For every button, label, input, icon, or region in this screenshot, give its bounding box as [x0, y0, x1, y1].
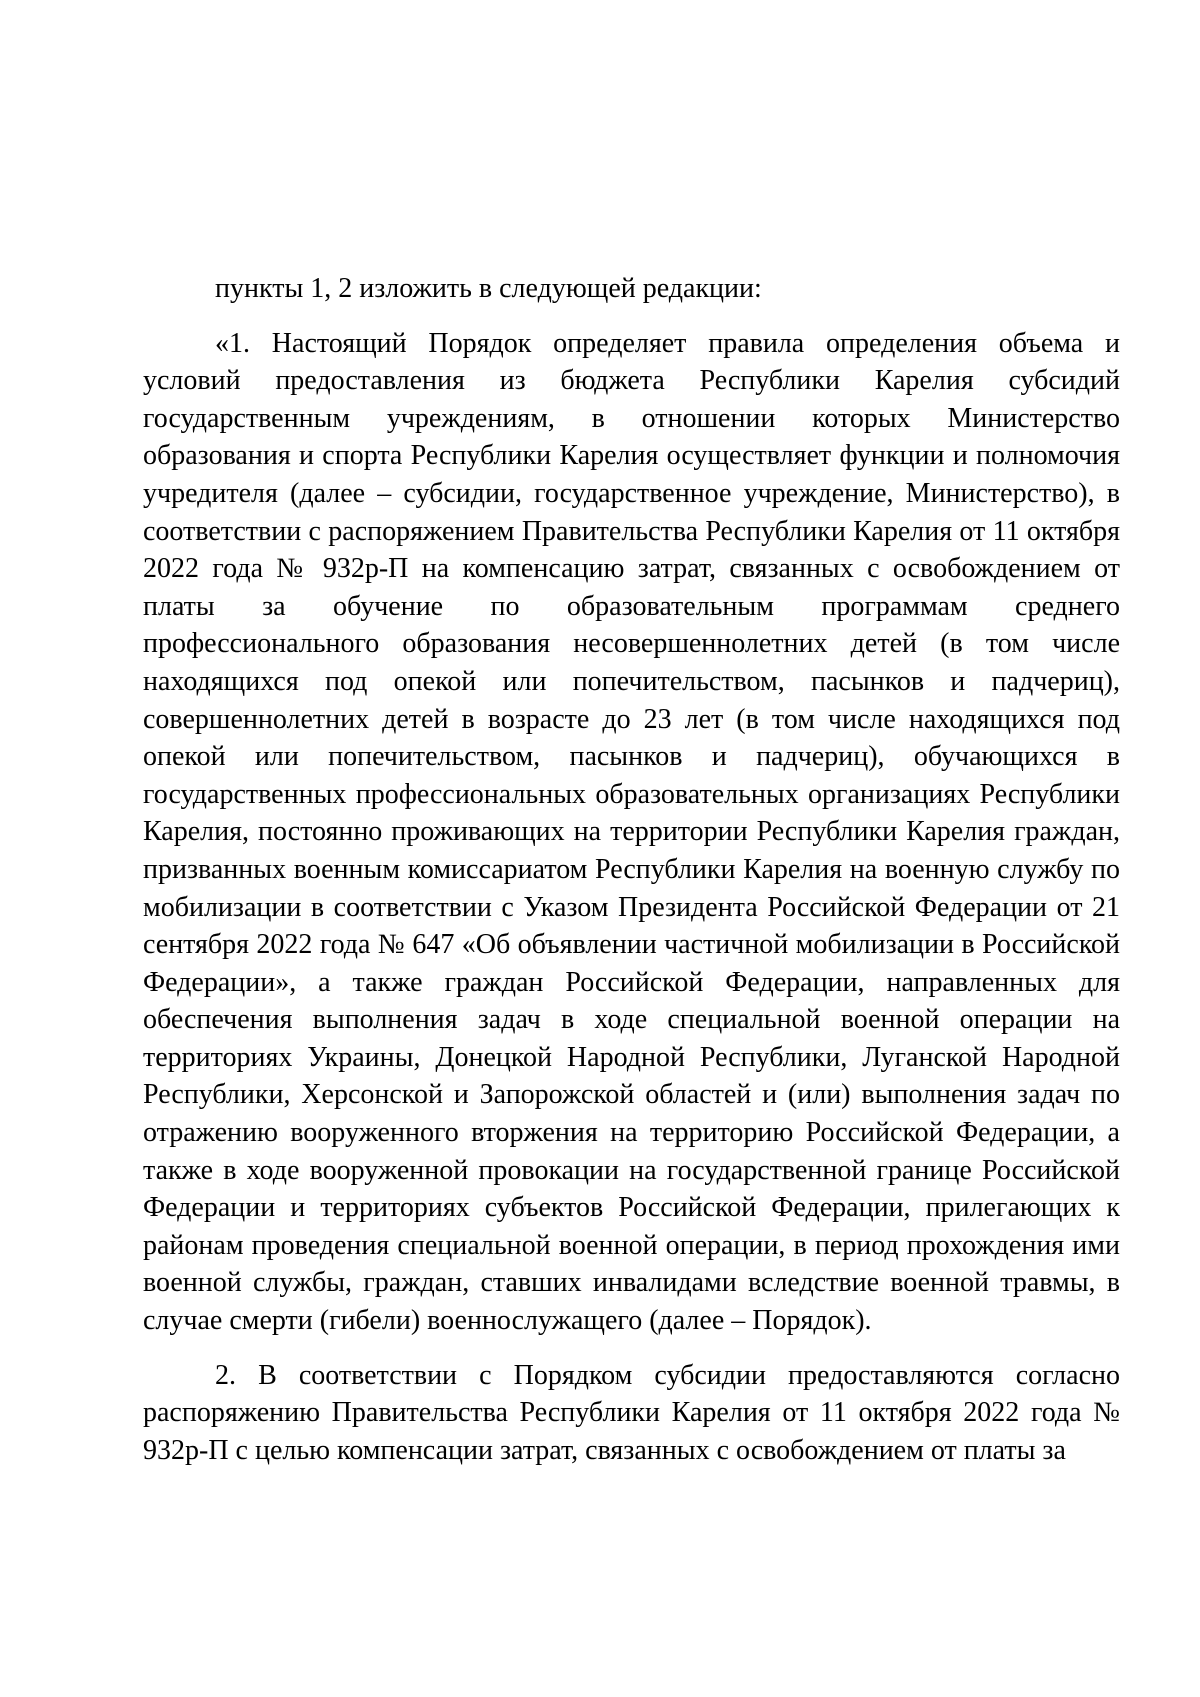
- intro-paragraph: пункты 1, 2 изложить в следующей редакции:: [215, 273, 762, 304]
- item-2-paragraph: 2. В соответствии с Порядком субсидии предоставляются согласно распоряжению Правительства Республики Карелия от 11 октября 2022 года № 932р-П с целью компенсации затрат, связанных с освобождением от платы за: [143, 1359, 1120, 1466]
- document-body: [143, 270, 1120, 1469]
- item-1-paragraph: «1. Настоящий Порядок определяет правила определения объема и условий предоставления из бюджета Республики Карелия субсидий государственным учреждениям, в отношении которых Министерство образования и спорта Республики Карелия осуществляет функции и полномочия учредителя (далее – субсидии, государственное учреждение, Министерство), в соответствии с распоряжением Правительства Республики Карелия от 11 октября 2022 года № 932р-П на компенсацию затрат, связанных с освобождением от платы за обучение по образовательным программам среднего профессионального образования несовершеннолетних детей (в том числе находящихся под опекой или попечительством, пасынков и падчериц), совершеннолетних детей в возрасте до 23 лет (в том числе находящихся под опекой или попечительством, пасынков и падчериц), обучающихся в государственных профессиональных образовательных организациях Республики Карелия, постоянно проживающих на территории Республики Карелия граждан, призванных военным комиссариатом Республики Карелия на военную службу по мобилизации в соответствии с Указом Президента Российской Федерации от 21 сентября 2022 года № 647 «Об объявлении частичной мобилизации в Российской Федерации», а также граждан Российской Федерации, направленных для обеспечения выполнения задач в ходе специальной военной операции на территориях Украины, Донецкой Народной Республики, Луганской Народной Республики, Херсонской и Запорожской областей и (или) выполнения задач по отражению вооруженного вторжения на территорию Российской Федерации, а также в ходе вооруженной провокации на государственной границе Российской Федерации и территориях субъектов Российской Федерации, прилегающих к районам проведения специальной военной операции, в период прохождения ими военной службы, граждан, ставших инвалидами вследствие военной травмы, в случае смерти (гибели) военнослужащего (далее – Порядок).: [143, 327, 1120, 1337]
